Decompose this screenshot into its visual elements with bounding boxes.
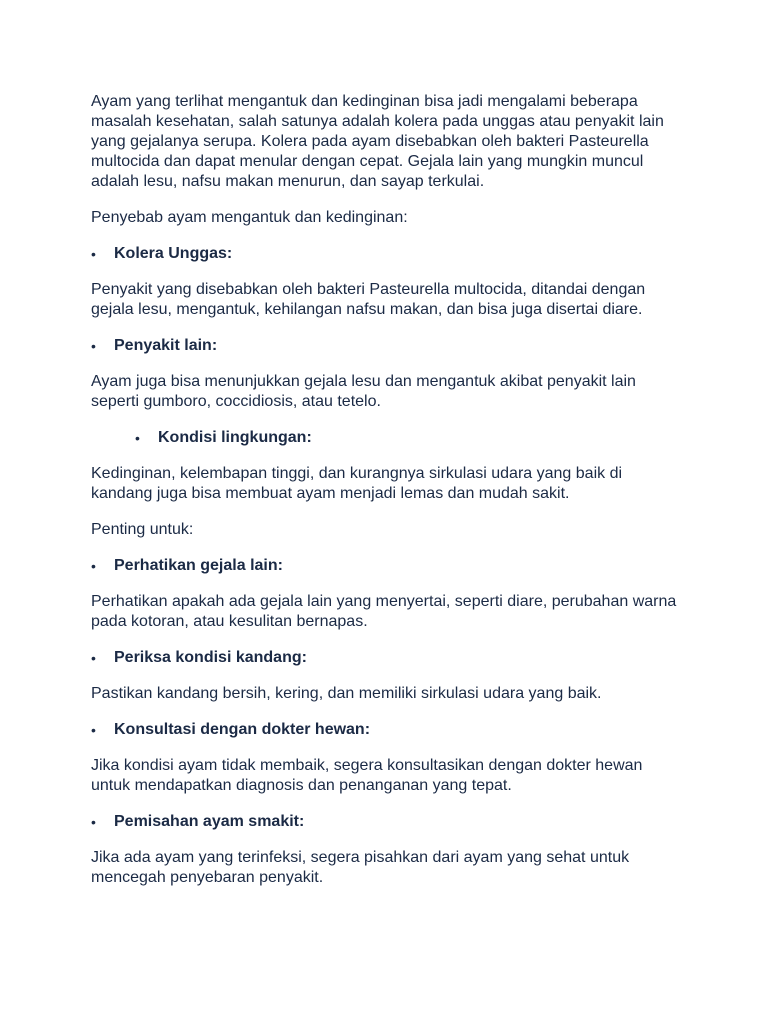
bullet-title: Pemisahan ayam smakit: <box>114 813 305 830</box>
bullet-item-periksa-kandang <box>91 648 680 668</box>
bullet-item-kolera <box>91 244 680 264</box>
bullet-description: Jika ada ayam yang terinfeksi, segera pisahkan dari ayam yang sehat untuk mencegah penyebaran penyakit. <box>91 849 630 886</box>
bullet-item-konsultasi <box>91 720 680 740</box>
bullet-item-perhatikan-gejala <box>91 556 680 576</box>
bullet-item-pemisahan <box>91 812 680 832</box>
bullet-description: Pastikan kandang bersih, kering, dan memiliki sirkulasi udara yang baik. <box>91 685 602 702</box>
bullet-item-penyakit-lain <box>91 336 680 356</box>
bullet-item-kondisi-lingkungan <box>135 428 680 448</box>
bullet-title: Perhatikan gejala lain: <box>114 557 283 574</box>
intro-paragraph: Ayam yang terlihat mengantuk dan kedinginan bisa jadi mengalami beberapa masalah kesehatan, salah satunya adalah kolera pada unggas atau penyakit lain yang gejalanya serupa. Kolera pada ayam disebabkan oleh bakteri Pasteurella multocida dan dapat menular dengan cepat. Gejala lain yang mungkin muncul adalah lesu, nafsu makan menurun, dan sayap terkulai. <box>91 93 664 190</box>
bullet-title: Konsultasi dengan dokter hewan: <box>114 721 371 738</box>
bullet-description: Jika kondisi ayam tidak membaik, segera konsultasikan dengan dokter hewan untuk mendapatkan diagnosis dan penanganan yang tepat. <box>91 757 643 794</box>
bullet-title: Kolera Unggas: <box>114 245 233 262</box>
bullet-description: Penyakit yang disebabkan oleh bakteri Pasteurella multocida, ditandai dengan gejala lesu, mengantuk, kehilangan nafsu makan, dan bisa juga disertai diare. <box>91 281 646 318</box>
bullet-icon: • <box>91 650 96 666</box>
bullet-icon: • <box>91 338 96 354</box>
causes-heading: Penyebab ayam mengantuk dan kedinginan: <box>91 209 408 226</box>
important-heading: Penting untuk: <box>91 521 194 538</box>
bullet-icon: • <box>91 558 96 574</box>
bullet-description: Perhatikan apakah ada gejala lain yang menyertai, seperti diare, perubahan warna pada kotoran, atau kesulitan bernapas. <box>91 593 677 630</box>
bullet-title: Kondisi lingkungan: <box>158 429 312 446</box>
bullet-icon: • <box>91 814 96 830</box>
bullet-title: Periksa kondisi kandang: <box>114 649 307 666</box>
bullet-description: Ayam juga bisa menunjukkan gejala lesu dan mengantuk akibat penyakit lain seperti gumboro, coccidiosis, atau tetelo. <box>91 373 636 410</box>
bullet-title: Penyakit lain: <box>114 337 218 354</box>
bullet-icon: • <box>91 246 96 262</box>
bullet-description: Kedinginan, kelembapan tinggi, dan kurangnya sirkulasi udara yang baik di kandang juga bisa membuat ayam menjadi lemas dan mudah sakit. <box>91 465 623 502</box>
bullet-icon: • <box>91 722 96 738</box>
bullet-icon: • <box>135 430 140 446</box>
